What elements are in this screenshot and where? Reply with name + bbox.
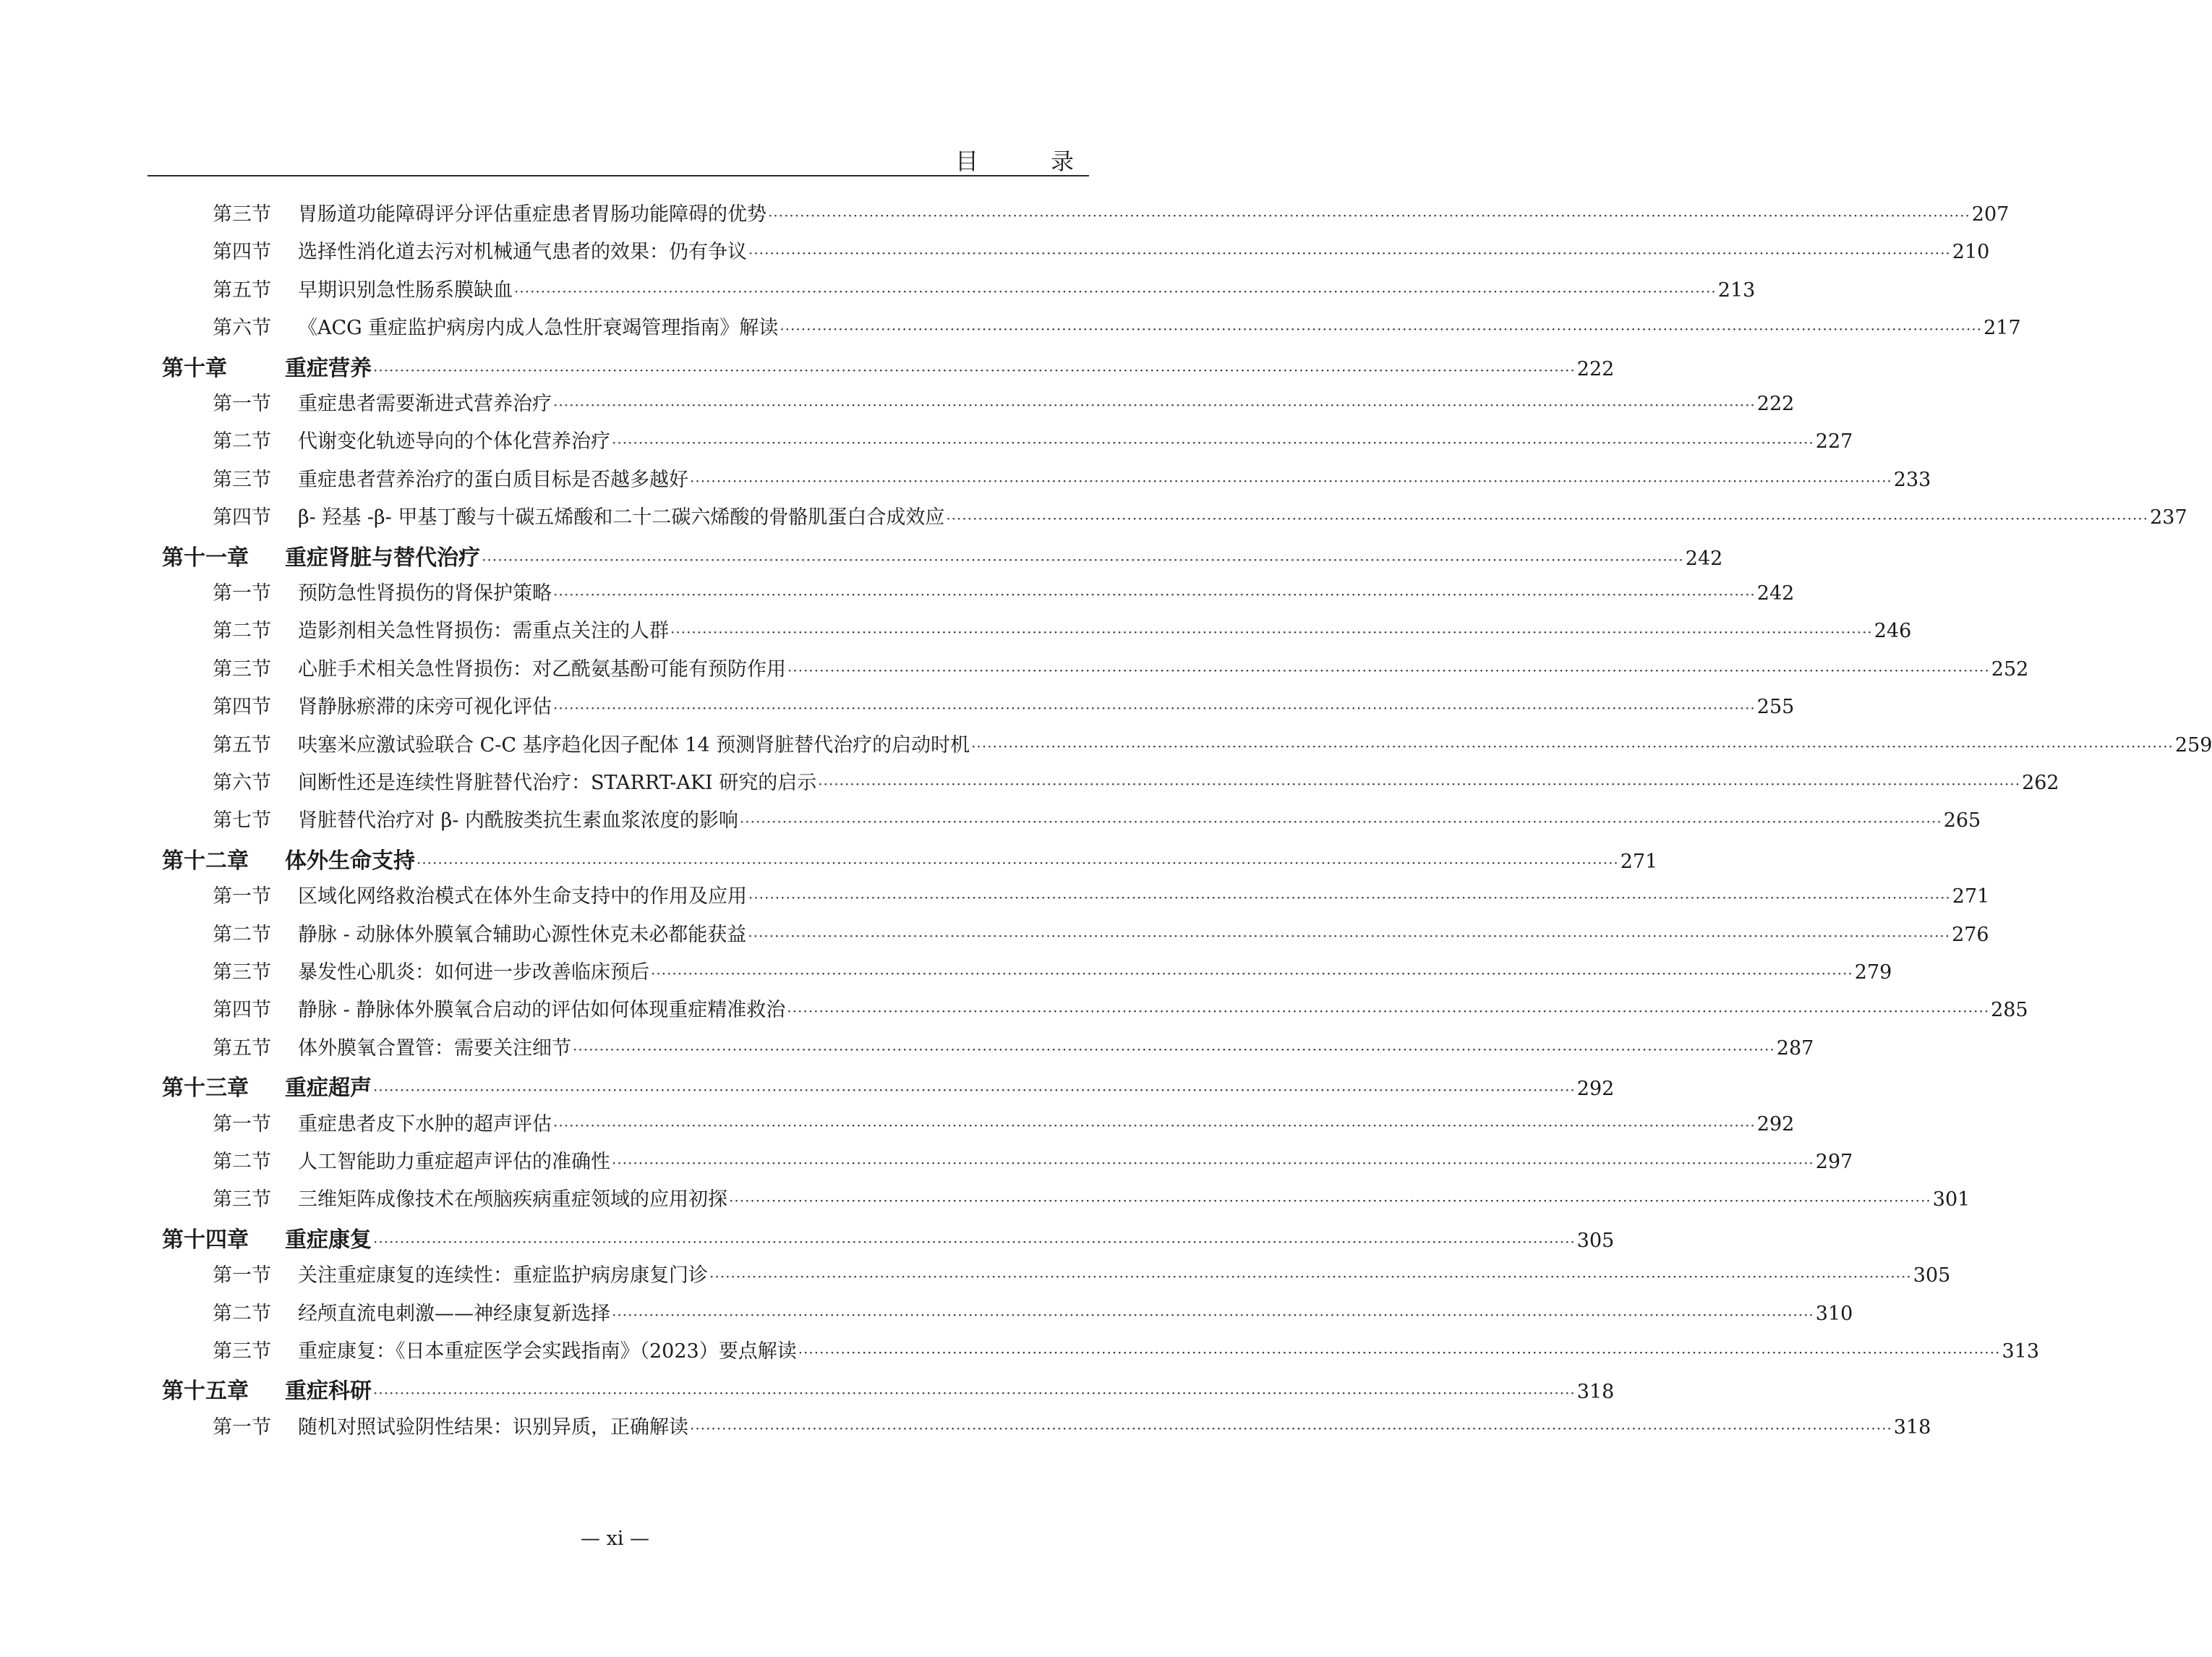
section-title: 《ACG 重症监护病房内成人急性肝衰竭管理指南》解读 [298,317,779,340]
page-reference: 318 [1893,1415,1931,1439]
page-reference: 305 [1913,1264,1951,1287]
page-reference: 207 [1971,203,2010,226]
chapter-title: 体外生命支持 [285,848,415,874]
section-number: 第五节 [213,733,271,757]
section-title: 预防急性肾损伤的肾保护策略 [298,582,552,605]
page-reference: 301 [1932,1188,1970,1211]
section-number: 第五节 [213,1036,271,1060]
chapter-number: 第十二章 [162,848,249,874]
page-reference: 292 [1576,1078,1615,1101]
page-reference: 213 [1717,278,1756,302]
page-number: — xi — [580,1528,650,1550]
chapter-number: 第十五章 [162,1379,249,1405]
toc-section-entry[interactable] [213,1032,1814,1060]
page-reference: 292 [1756,1112,1795,1136]
page-reference: 262 [2022,772,2059,794]
section-number: 第三节 [213,657,271,681]
page-reference: 255 [1756,696,1795,719]
section-title: 重症康复：《日本重症医学会实践指南》（2023）要点解读 [298,1340,797,1363]
leader-dots [729,1192,1931,1209]
section-number: 第一节 [213,1264,271,1287]
section-title: 静脉 - 静脉体外膜氧合启动的评估如何体现重症精准救治 [298,999,786,1022]
section-number: 第二节 [213,1302,271,1325]
section-number: 第三节 [213,203,271,226]
toc-section-entry[interactable] [213,1108,1795,1136]
section-title: 重症患者需要渐进式营养治疗 [298,393,552,415]
page-reference: 318 [1576,1381,1615,1404]
chapter-number: 第十章 [162,355,227,381]
section-number: 第二节 [213,430,271,453]
chapter-number: 第十三章 [162,1075,249,1102]
leader-dots [740,813,1942,830]
page-reference: 242 [1756,582,1795,605]
section-title: β- 羟基 -β- 甲基丁酸与十碳五烯酸和二十二碳六烯酸的骨骼肌蛋白合成效应 [298,506,945,529]
section-number: 第一节 [213,885,271,908]
leader-dots [748,244,1951,262]
toc-section-entry[interactable] [213,312,2021,340]
section-title: 三维矩阵成像技术在颅脑疾病重症领域的应用初探 [298,1188,727,1211]
page-reference: 297 [1815,1151,1853,1173]
toc-section-entry[interactable] [213,615,1912,643]
header-rule [148,175,1089,176]
section-number: 第五节 [213,278,271,302]
section-title: 早期识别急性肠系膜缺血 [298,278,513,302]
leader-dots [768,207,1970,224]
chapter-title: 重症超声 [285,1075,372,1102]
section-title: 重症患者皮下水肿的超声评估 [298,1112,552,1136]
toc-section-entry[interactable] [213,1298,1853,1326]
section-number: 第三节 [213,961,271,984]
page-reference: 259 [2174,733,2212,757]
running-header-title: 目 录 [955,148,1098,175]
page-reference: 210 [1952,241,1990,264]
page-reference: 271 [1952,885,1990,908]
leader-dots [373,362,1576,379]
leader-dots [709,1268,1912,1285]
toc-section-entry[interactable] [213,804,1981,832]
toc-section-entry[interactable] [213,388,1795,416]
leader-dots [373,1081,1576,1099]
section-number: 第一节 [213,393,271,415]
page-reference: 246 [1874,620,1912,643]
toc-chapter-entry[interactable] [162,1222,1615,1253]
toc-section-entry[interactable] [213,1146,1853,1174]
leader-dots [573,1041,1775,1058]
section-title: 心脏手术相关急性肾损伤：对乙酰氨基酚可能有预防作用 [298,657,786,681]
section-title: 体外膜氧合置管：需要关注细节 [298,1036,571,1060]
leader-dots [787,1002,1989,1020]
page-reference: 252 [1991,657,2029,681]
section-title: 静脉 - 动脉体外膜氧合辅助心源性休克未必都能获益 [298,923,747,946]
section-number: 第二节 [213,620,271,643]
section-number: 第一节 [213,1415,271,1439]
section-title: 重症患者营养治疗的蛋白质目标是否越多越好 [298,468,688,491]
toc-chapter-entry[interactable] [162,843,1658,874]
leader-dots [612,434,1814,451]
page-reference: 305 [1576,1229,1615,1252]
leader-dots [482,551,1684,568]
section-title: 经颅直流电刺激——神经康复新选择 [298,1302,610,1325]
leader-dots [946,510,2148,527]
section-number: 第一节 [213,582,271,605]
leader-dots [417,854,1619,872]
toc-section-entry[interactable] [213,653,2029,681]
page-reference: 217 [1983,317,2021,340]
section-number: 第七节 [213,809,271,832]
leader-dots [690,1420,1892,1437]
leader-dots [818,775,2020,793]
section-number: 第四节 [213,999,271,1022]
leader-dots [670,623,1873,641]
toc-section-entry[interactable] [213,236,1990,264]
toc-section-entry[interactable] [213,425,1853,453]
toc-section-entry[interactable] [213,501,2187,529]
leader-dots [971,738,2174,755]
section-number: 第六节 [213,772,271,794]
section-title: 造影剂相关急性肾损伤：需重点关注的人群 [298,620,669,643]
leader-dots [553,699,1756,717]
page-reference: 310 [1815,1302,1853,1325]
section-number: 第六节 [213,317,271,340]
section-number: 第四节 [213,506,271,529]
chapter-title: 重症康复 [285,1227,372,1253]
toc-section-entry[interactable] [213,1183,1970,1211]
toc-chapter-entry[interactable] [162,1070,1615,1102]
leader-dots [514,283,1717,300]
toc-section-entry[interactable] [213,880,1990,908]
toc-section-entry[interactable] [213,1411,1931,1439]
leader-dots [612,1154,1814,1172]
section-number: 第二节 [213,1151,271,1173]
page-reference: 233 [1893,468,1931,491]
toc-chapter-entry[interactable] [162,1373,1615,1405]
toc-section-entry[interactable] [213,1335,2040,1363]
section-number: 第三节 [213,468,271,491]
leader-dots [553,1117,1756,1134]
section-title: 随机对照试验阴性结果：识别异质，正确解读 [298,1415,688,1439]
page-reference: 242 [1685,547,1723,570]
leader-dots [798,1344,2001,1361]
page-reference: 287 [1776,1036,1814,1060]
leader-dots [748,927,1950,945]
page-reference: 222 [1576,357,1615,380]
toc-section-entry[interactable] [213,274,1756,302]
leader-dots [690,472,1892,490]
section-title: 选择性消化道去污对机械通气患者的效果：仍有争议 [298,241,747,264]
toc-section-entry[interactable] [213,691,1795,719]
section-number: 第三节 [213,1188,271,1211]
section-title: 间断性还是连续性肾脏替代治疗：STARRT-AKI 研究的启示 [298,772,817,794]
leader-dots [373,1233,1576,1251]
section-number: 第一节 [213,1112,271,1136]
section-title: 暴发性心肌炎：如何进一步改善临床预后 [298,961,649,984]
section-title: 肾静脉瘀滞的床旁可视化评估 [298,696,552,719]
page-reference: 271 [1620,850,1658,873]
section-number: 第三节 [213,1340,271,1363]
leader-dots [553,586,1756,603]
section-number: 第四节 [213,241,271,264]
leader-dots [553,396,1756,414]
page-reference: 265 [1943,809,1981,832]
toc-chapter-entry[interactable] [162,540,1723,571]
toc-section-entry[interactable] [213,919,1989,947]
chapter-title: 重症肾脏与替代治疗 [285,545,480,571]
page-reference: 227 [1815,430,1853,453]
page-reference: 276 [1952,923,1989,946]
toc-section-entry[interactable] [213,198,2010,226]
toc-section-entry[interactable] [213,1259,1951,1287]
page-reference: 237 [2150,506,2187,529]
leader-dots [780,320,1982,338]
section-title: 肾脏替代治疗对 β- 内酰胺类抗生素血浆浓度的影响 [298,809,738,832]
section-title: 胃肠道功能障碍评分评估重症患者胃肠功能障碍的优势 [298,203,766,226]
leader-dots [612,1306,1814,1324]
leader-dots [651,965,1853,982]
section-title: 人工智能助力重症超声评估的准确性 [298,1151,610,1173]
leader-dots [373,1384,1576,1402]
chapter-title: 重症营养 [285,355,372,381]
toc-section-entry[interactable] [213,729,2212,757]
section-title: 呋塞米应激试验联合 C-C 基序趋化因子配体 14 预测肾脏替代治疗的启动时机 [298,733,970,757]
toc-section-entry[interactable] [213,577,1795,605]
chapter-number: 第十四章 [162,1227,249,1253]
section-title: 关注重症康复的连续性：重症监护病房康复门诊 [298,1264,708,1287]
page-reference: 279 [1854,961,1892,984]
toc-section-entry[interactable] [213,464,1931,492]
section-title: 代谢变化轨迹导向的个体化营养治疗 [298,430,610,453]
toc-chapter-entry[interactable] [162,350,1615,382]
toc-section-entry[interactable] [213,767,2059,795]
page-reference: 285 [1991,999,2028,1022]
section-number: 第二节 [213,923,271,946]
leader-dots [748,889,1951,906]
page-reference: 313 [2002,1340,2040,1363]
toc-section-entry[interactable] [213,956,1892,984]
page-reference: 222 [1756,393,1795,415]
toc-section-entry[interactable] [213,994,2028,1022]
leader-dots [787,662,1990,679]
chapter-title: 重症科研 [285,1379,372,1405]
chapter-number: 第十一章 [162,545,249,571]
section-number: 第四节 [213,696,271,719]
section-title: 区域化网络救治模式在体外生命支持中的作用及应用 [298,885,747,908]
